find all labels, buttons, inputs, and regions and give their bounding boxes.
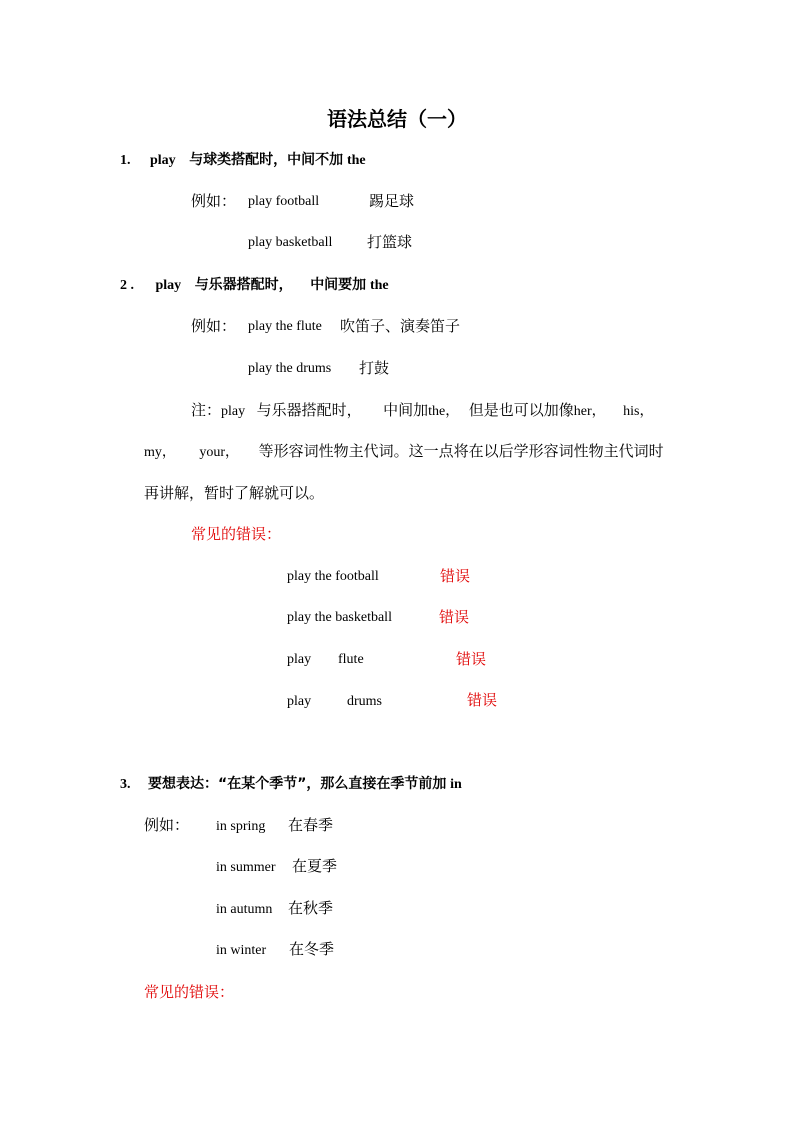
heading-text: 与乐器搭配时， xyxy=(194,277,293,293)
example-en: in summer xyxy=(216,860,276,875)
error-example-word: play xyxy=(287,694,312,709)
section-1-heading xyxy=(120,150,366,171)
error-mark: 错误 xyxy=(456,650,487,668)
example-en: in winter xyxy=(216,943,267,958)
heading-the: the xyxy=(346,153,366,168)
note-line-3: 再讲解，暂时了解就可以。 xyxy=(144,484,325,502)
note-text: 但是也可以加像 xyxy=(468,401,574,419)
heading-in: in xyxy=(450,777,462,792)
heading-play: play xyxy=(155,278,182,293)
note-the: the， xyxy=(428,404,460,419)
section-3-heading xyxy=(120,774,462,795)
section-number: 2 . xyxy=(120,278,134,293)
example-en: play football xyxy=(248,194,320,209)
error-example-word: flute xyxy=(338,652,364,667)
example-cn: 打鼓 xyxy=(359,359,390,377)
section-2-heading xyxy=(120,275,389,296)
note-play: play xyxy=(221,404,246,419)
heading-text: 要想表达：“在某个季节”，那么直接在季节前加 xyxy=(148,776,447,792)
error-example-word: drums xyxy=(347,694,382,709)
note-his: his， xyxy=(623,404,654,419)
example-label: 例如： xyxy=(191,192,237,210)
example-cn: 在秋季 xyxy=(288,899,334,917)
example-cn: 在冬季 xyxy=(289,940,335,958)
error-example: play the football xyxy=(287,569,379,584)
heading-text: 中间要加 xyxy=(310,277,367,293)
error-label: 常见的错误： xyxy=(144,983,235,1001)
error-example: play the basketball xyxy=(287,610,392,625)
note-text: 等形容词性物主代词。这一点将在以后学形容词性物主代词时 xyxy=(258,442,664,460)
error-example-word: play xyxy=(287,652,312,667)
example-en: in autumn xyxy=(216,902,273,917)
note-line-1 xyxy=(191,400,654,422)
heading-the: the xyxy=(369,278,389,293)
note-my: my， xyxy=(144,445,176,460)
example-en: play the drums xyxy=(248,361,332,376)
example-cn: 踢足球 xyxy=(369,192,415,210)
page-title: 语法总结（一） xyxy=(327,107,467,131)
heading-text: 与球类搭配时，中间不加 xyxy=(189,152,344,168)
example-en: play basketball xyxy=(248,235,333,250)
example-label: 例如： xyxy=(191,317,237,335)
example-cn: 在春季 xyxy=(288,816,334,834)
example-en: play the flute xyxy=(248,319,322,334)
heading-play: play xyxy=(150,153,176,168)
section-number: 3. xyxy=(120,777,131,792)
example-en: in spring xyxy=(216,819,266,834)
note-line-2 xyxy=(144,441,664,463)
error-mark: 错误 xyxy=(440,567,471,585)
error-mark: 错误 xyxy=(439,608,470,626)
example-cn: 在夏季 xyxy=(292,857,338,875)
note-text: 与乐器搭配时， xyxy=(256,401,362,419)
note-your: your， xyxy=(199,445,240,460)
error-mark: 错误 xyxy=(467,691,498,709)
error-label: 常见的错误： xyxy=(191,525,282,543)
example-cn: 吹笛子、演奏笛子 xyxy=(340,317,461,335)
example-cn: 打篮球 xyxy=(367,233,413,251)
example-label: 例如： xyxy=(144,816,190,834)
note-text: 中间加 xyxy=(383,401,429,419)
section-number: 1. xyxy=(120,153,131,168)
note-her: her， xyxy=(573,404,606,419)
note-prefix: 注： xyxy=(191,401,222,419)
